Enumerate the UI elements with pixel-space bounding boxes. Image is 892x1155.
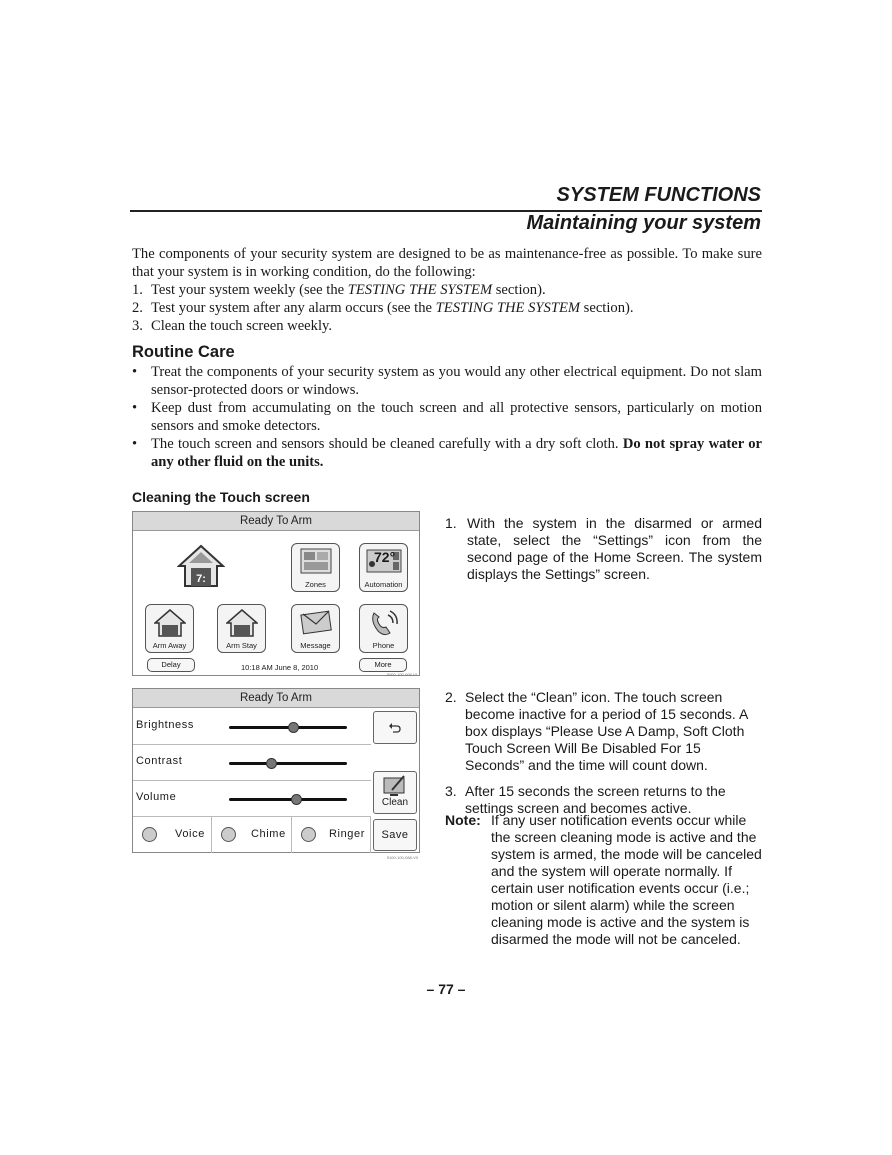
step-item: 2. Test your system after any alarm occurs (see the TESTING THE SYSTEM section). [132, 300, 634, 316]
instruction-step-1: 1. With the system in the disarmed or armed state, select the “Settings” icon from the second page of the Home Screen. The system displays the Settings” screen. [445, 515, 762, 582]
arm-stay-button: Arm Stay [217, 604, 266, 653]
figure-code: 5100-100-088-V0 [386, 855, 418, 860]
zones-icon [300, 548, 332, 574]
contrast-row: Contrast [133, 745, 371, 781]
back-arrow-icon [387, 720, 403, 736]
radio-button [301, 827, 316, 842]
phone-button: Phone [359, 604, 408, 653]
screen-status-bar: Ready To Arm [133, 689, 419, 708]
phone-icon [368, 609, 400, 637]
instruction-step-3: 3. After 15 seconds the screen returns to the settings screen and becomes active. [445, 783, 726, 816]
radio-button [142, 827, 157, 842]
screen-status-bar: Ready To Arm [133, 512, 419, 531]
zones-button: Zones [291, 543, 340, 592]
contrast-slider [229, 762, 347, 765]
page-title: Maintaining your system [526, 212, 761, 234]
radio-button [221, 827, 236, 842]
section-title: SYSTEM FUNCTIONS [556, 184, 761, 206]
bullet-item: • Keep dust from accumulating on the touch screen and all protective sensors, particularly on motion sensors and smoke detectors. [132, 400, 762, 434]
bullet-item: • The touch screen and sensors should be cleaned carefully with a dry soft cloth. Do not spray water or any other fluid on the units. [132, 436, 763, 470]
maintenance-steps [132, 281, 762, 335]
more-button: More [359, 658, 407, 672]
slider-knob [266, 758, 277, 769]
arm-stay-icon [226, 609, 258, 637]
volume-row: Volume [133, 781, 371, 817]
bullet-item: • Treat the components of your security system as you would any other electrical equipment. Do not slam sensor-protected doors or windows. [132, 364, 762, 398]
routine-care-heading: Routine Care [132, 343, 235, 361]
clean-button: Clean [373, 771, 417, 814]
automation-button: 72° Automation [359, 543, 408, 592]
delay-button: Delay [147, 658, 195, 672]
arm-away-button: Arm Away [145, 604, 194, 653]
svg-text:7:: 7: [196, 573, 206, 585]
ringer-option: Ringer [292, 817, 371, 853]
brightness-row: Brightness [133, 709, 371, 745]
cleaning-heading: Cleaning the Touch screen [132, 489, 310, 505]
back-button [373, 711, 417, 744]
volume-slider [229, 798, 347, 801]
voice-option: Voice [133, 817, 212, 853]
step-item: 3. Clean the touch screen weekly. [132, 318, 332, 334]
temperature-readout: 72° [374, 549, 396, 565]
home-screen-illustration [132, 511, 420, 676]
sound-options-row [133, 817, 371, 853]
clean-screen-icon [382, 774, 408, 798]
slider-knob [291, 794, 302, 805]
instruction-step-2: 2. Select the “Clean” icon. The touch screen become inactive for a period of 15 seconds. A box displays “Please Use A Damp, Soft Cloth Touch Screen Will Be Disabled For 15 Seconds” and the time will count down. [445, 689, 748, 773]
step-item: 1. Test your system weekly (see the TESTING THE SYSTEM section). [132, 282, 546, 298]
note: Note: If any user notification events occur while the screen cleaning mode is active and the system is armed, the mode will be canceled and the system will operate normally. If certain user notification events occur (i.e.; motion or silent alarm) while the screen cleaning mode is active and the system is disarmed the mode will not be canceled. [445, 812, 762, 947]
date-time: 10:18 AM June 8, 2010 [241, 663, 319, 672]
intro-paragraph: The components of your security system are designed to be as maintenance-free as possible. To make sure that your system is in working condition, do the following: [132, 246, 762, 280]
settings-screen-illustration [132, 688, 420, 860]
figure-code: 5000-100-006-V1 [386, 672, 418, 677]
chime-option: Chime [212, 817, 292, 853]
routine-care-list [132, 363, 762, 471]
envelope-icon [300, 609, 332, 635]
slider-knob [288, 722, 299, 733]
arm-away-icon [154, 609, 186, 637]
house-status-icon [177, 544, 225, 588]
save-button: Save [373, 819, 417, 851]
page-number: – 77 – [426, 981, 466, 997]
brightness-slider [229, 726, 347, 729]
message-button: Message [291, 604, 340, 653]
